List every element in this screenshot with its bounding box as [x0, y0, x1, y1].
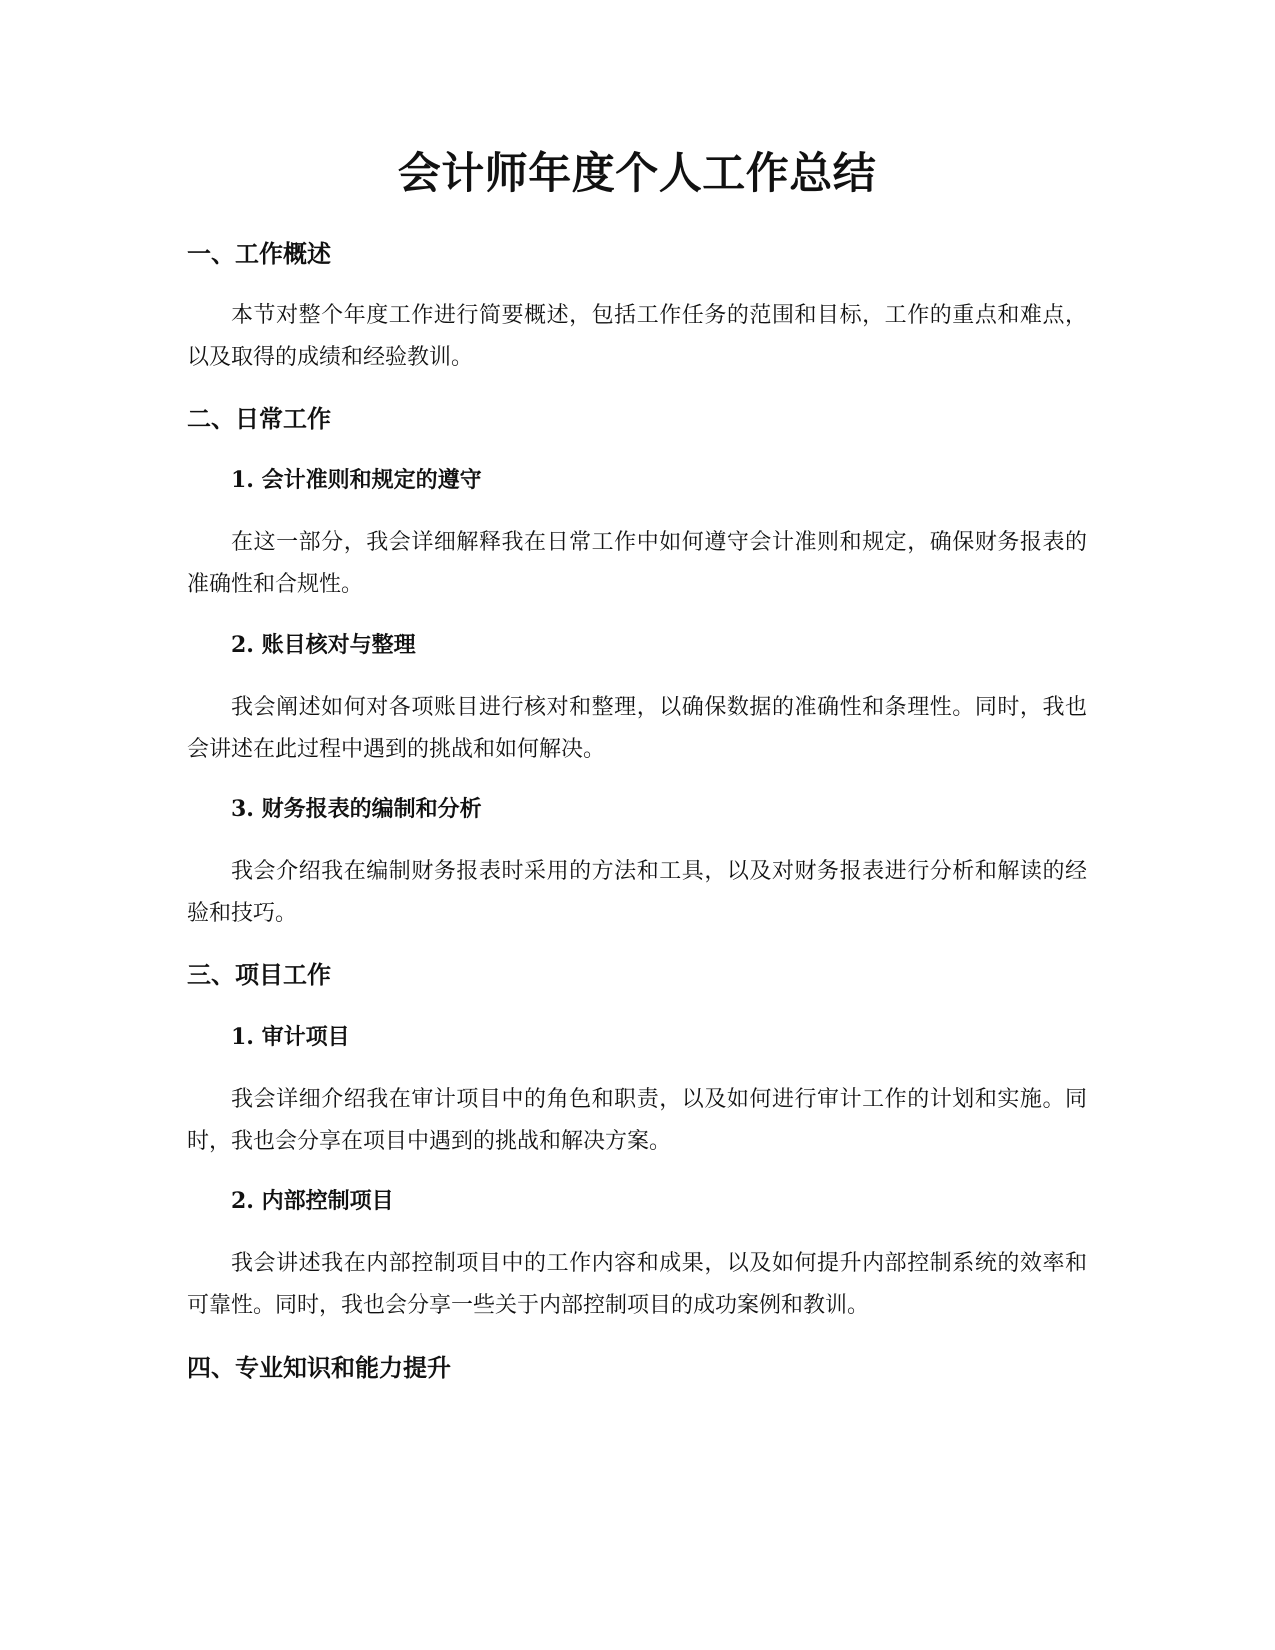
audit-project-paragraph: 我会详细介绍我在审计项目中的角色和职责，以及如何进行审计工作的计划和实施。同时，我也会分享在项目中遇到的挑战和解决方案。: [187, 1087, 1087, 1154]
subheading-standards-compliance: 1. 会计准则和规定的遵守: [231, 467, 482, 493]
subheading-account-reconciliation: 2. 账目核对与整理: [231, 632, 416, 658]
overview-paragraph: 本节对整个年度工作进行简要概述，包括工作任务的范围和目标，工作的重点和难点，以及取得的成绩和经验教训。: [187, 303, 1087, 370]
financial-statements-paragraph: 我会介绍我在编制财务报表时采用的方法和工具，以及对财务报表进行分析和解读的经验和技巧。: [187, 859, 1087, 926]
section-heading-project-work: 三、项目工作: [187, 961, 331, 989]
subheading-financial-statements: 3. 财务报表的编制和分析: [231, 796, 482, 822]
section-heading-professional-development: 四、专业知识和能力提升: [187, 1354, 451, 1382]
section-heading-daily-work: 二、日常工作: [187, 405, 331, 433]
section-heading-overview: 一、工作概述: [187, 240, 331, 268]
account-reconciliation-paragraph: 我会阐述如何对各项账目进行核对和整理，以确保数据的准确性和条理性。同时，我也会讲述在此过程中遇到的挑战和如何解决。: [187, 695, 1087, 762]
document-title: 会计师年度个人工作总结: [397, 149, 877, 199]
subheading-internal-control-project: 2. 内部控制项目: [231, 1188, 394, 1214]
subheading-audit-project: 1. 审计项目: [231, 1024, 350, 1050]
internal-control-project-paragraph: 我会讲述我在内部控制项目中的工作内容和成果，以及如何提升内部控制系统的效率和可靠性。同时，我也会分享一些关于内部控制项目的成功案例和教训。: [187, 1251, 1087, 1318]
standards-compliance-paragraph: 在这一部分，我会详细解释我在日常工作中如何遵守会计准则和规定，确保财务报表的准确性和合规性。: [187, 530, 1087, 597]
